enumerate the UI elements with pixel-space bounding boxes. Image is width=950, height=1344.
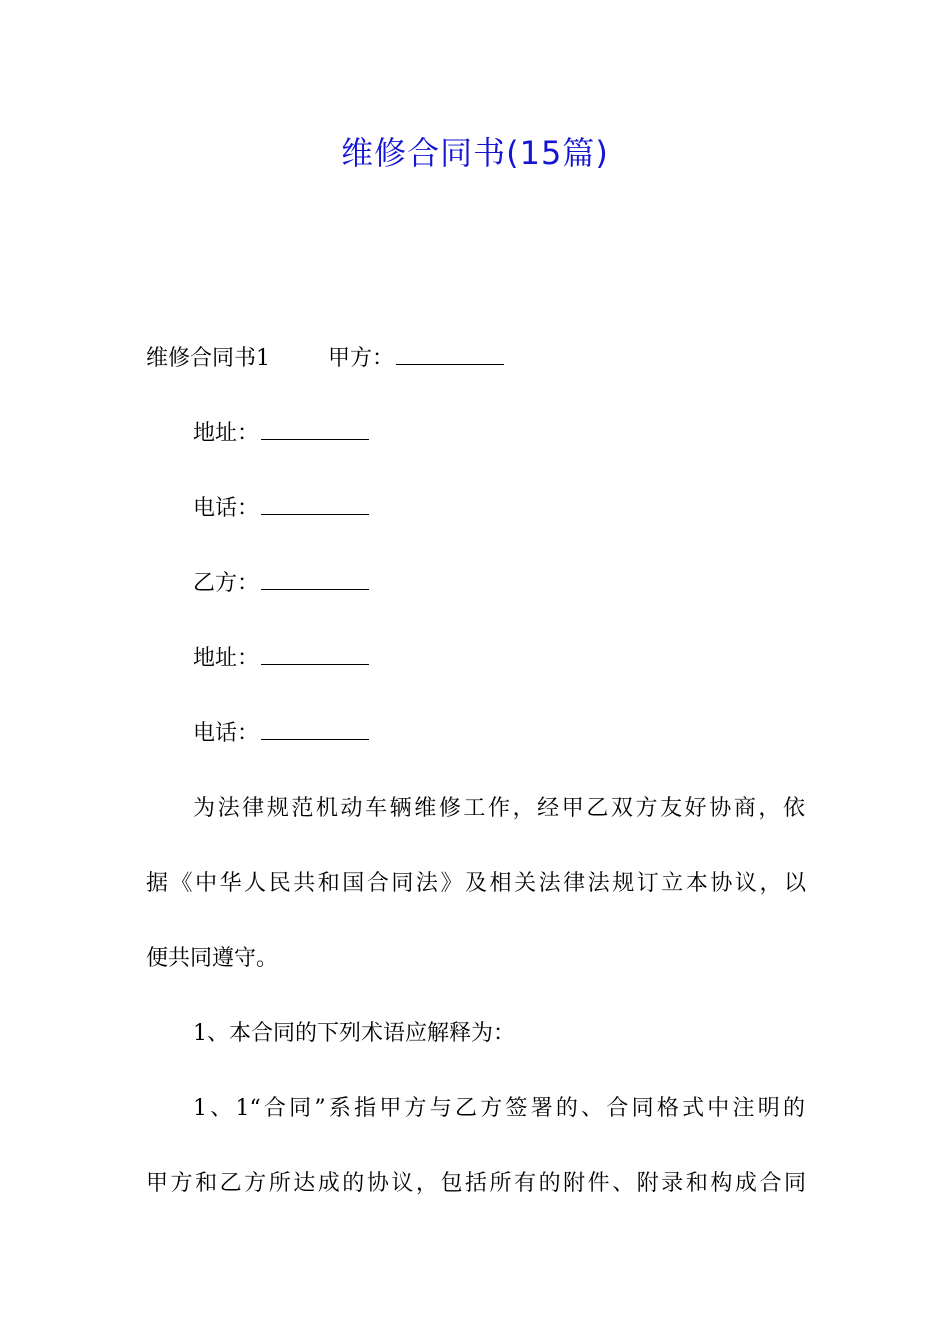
party-b-phone-line <box>193 719 853 749</box>
party-b-phone-label: 电话： <box>193 721 260 746</box>
party-a-address-line <box>193 419 853 449</box>
party-b-address-line <box>193 644 853 674</box>
party-b-phone-blank <box>261 719 369 740</box>
party-a-label: 甲方： <box>328 346 395 371</box>
contract-heading: 维修合同书1 <box>146 346 270 371</box>
paragraph-line: 1、1“合同”系指甲方与乙方签署的、合同格式中注明的 <box>193 1096 805 1121</box>
paragraph-line: 为法律规范机动车辆维修工作，经甲乙双方友好协商，依 <box>193 796 805 821</box>
party-a-phone-blank <box>261 494 369 515</box>
paragraph-line: 1、本合同的下列术语应解释为： <box>193 1021 515 1046</box>
party-a-blank <box>396 344 504 365</box>
party-a-phone-label: 电话： <box>193 496 260 521</box>
party-a-address-blank <box>261 419 369 440</box>
party-a-phone-line <box>193 494 853 524</box>
party-b-address-label: 地址： <box>193 646 260 671</box>
paragraph-line: 甲方和乙方所达成的协议，包括所有的附件、附录和构成合同 <box>146 1171 806 1196</box>
party-b-address-blank <box>261 644 369 665</box>
paragraph-line: 便共同遵守。 <box>146 946 279 971</box>
party-b-line <box>193 569 853 599</box>
paragraph-line: 据《中华人民共和国合同法》及相关法律法规订立本协议，以 <box>146 871 806 896</box>
document-title: 维修合同书(15篇) <box>341 134 609 172</box>
party-a-address-label: 地址： <box>193 421 260 446</box>
party-b-blank <box>261 569 369 590</box>
heading-line <box>146 344 806 374</box>
party-b-label: 乙方： <box>193 571 260 596</box>
